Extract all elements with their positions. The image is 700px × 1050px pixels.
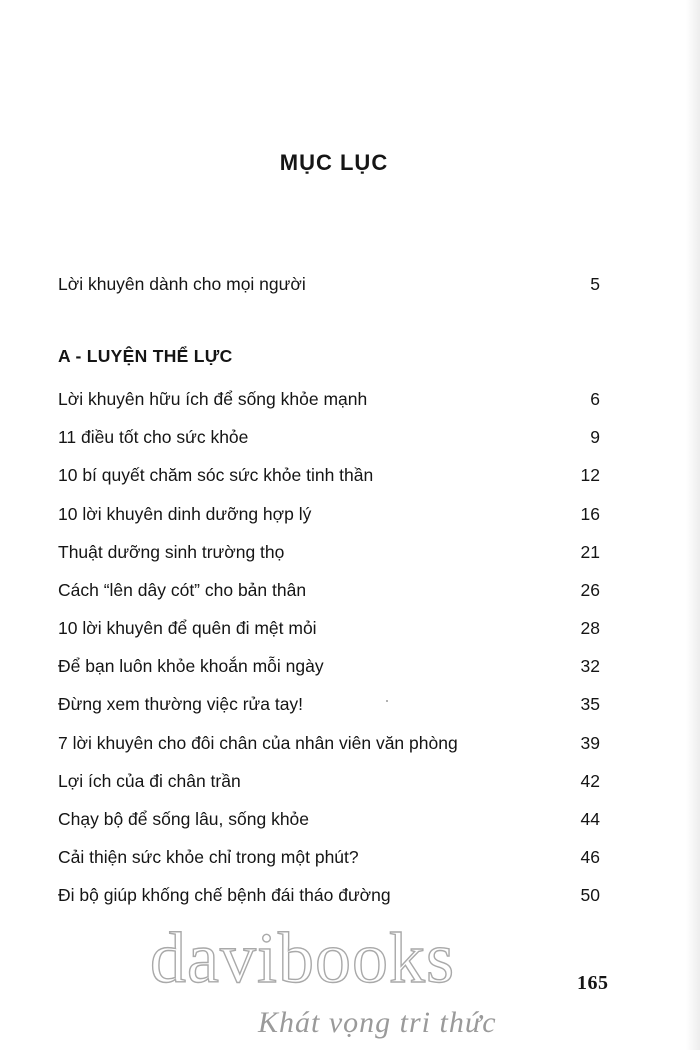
toc-entry <box>58 692 600 716</box>
toc-entry-label: Cách “lên dây cót” cho bản thân <box>58 580 307 600</box>
toc-entry <box>58 540 600 564</box>
toc-entry-page: 12 <box>580 465 600 485</box>
toc-entry <box>58 387 600 411</box>
toc-entry <box>58 425 600 449</box>
toc-entry-page: 35 <box>580 694 600 714</box>
toc-entry-label: Đi bộ giúp khống chế bệnh đái tháo đường <box>58 885 391 905</box>
toc-entry-page: 32 <box>580 656 600 676</box>
toc-entry-page: 44 <box>580 809 600 829</box>
toc-entry-intro <box>58 272 600 296</box>
toc-entry-page: 46 <box>580 847 600 867</box>
toc-entry-page: 6 <box>590 389 600 409</box>
toc-entry <box>58 578 600 602</box>
toc-entry <box>58 502 600 526</box>
toc-entry <box>58 883 600 907</box>
paper-speck <box>386 700 388 702</box>
toc-entry-label: Lợi ích của đi chân trần <box>58 771 241 791</box>
page-number: 165 <box>577 972 609 994</box>
toc-entry-label: Cải thiện sức khỏe chỉ trong một phút? <box>58 847 359 867</box>
toc-entry <box>58 845 600 869</box>
toc-entry <box>58 731 600 755</box>
toc-entry-label: 7 lời khuyên cho đôi chân của nhân viên văn phòng <box>58 733 458 753</box>
toc-entry-label: Chạy bộ để sống lâu, sống khỏe <box>58 809 310 829</box>
toc-entry-page: 28 <box>580 618 600 638</box>
toc-entry-label: Thuật dưỡng sinh trường thọ <box>58 542 285 562</box>
watermark-slogan: Khát vọng tri thức <box>258 1006 497 1039</box>
toc-entry-page: 5 <box>590 274 600 294</box>
toc-entry-page: 21 <box>580 542 600 562</box>
toc-entry <box>58 654 600 678</box>
page-edge-shadow <box>686 0 700 1050</box>
toc-entry-page: 39 <box>580 733 600 753</box>
toc-entry-label: Đừng xem thường việc rửa tay! <box>58 694 304 714</box>
toc-entry-page: 9 <box>590 427 600 447</box>
toc-entry <box>58 463 600 487</box>
page-title: MỤC LỤC <box>279 150 389 175</box>
toc-entry-label: 10 lời khuyên để quên đi mệt mỏi <box>58 618 317 638</box>
toc-entry-label: Lời khuyên hữu ích để sống khỏe mạnh <box>58 389 368 409</box>
toc-entry-label: 11 điều tốt cho sức khỏe <box>58 427 249 447</box>
toc-entry-page: 50 <box>580 885 600 905</box>
section-heading: A - LUYỆN THỂ LỰC <box>58 346 233 366</box>
toc-entry-page: 26 <box>580 580 600 600</box>
toc-entry-label: 10 lời khuyên dinh dưỡng hợp lý <box>58 504 312 524</box>
toc-entry-label: Lời khuyên dành cho mọi người <box>58 274 306 294</box>
toc-entry-label: Để bạn luôn khỏe khoắn mỗi ngày <box>58 656 324 676</box>
toc-entry-page: 16 <box>580 504 600 524</box>
toc-entry-label: 10 bí quyết chăm sóc sức khỏe tinh thần <box>58 465 374 485</box>
toc-entry <box>58 807 600 831</box>
watermark-brand: davibooks <box>150 918 455 998</box>
toc-entry <box>58 769 600 793</box>
toc-entry <box>58 616 600 640</box>
toc-entry-page: 42 <box>580 771 600 791</box>
